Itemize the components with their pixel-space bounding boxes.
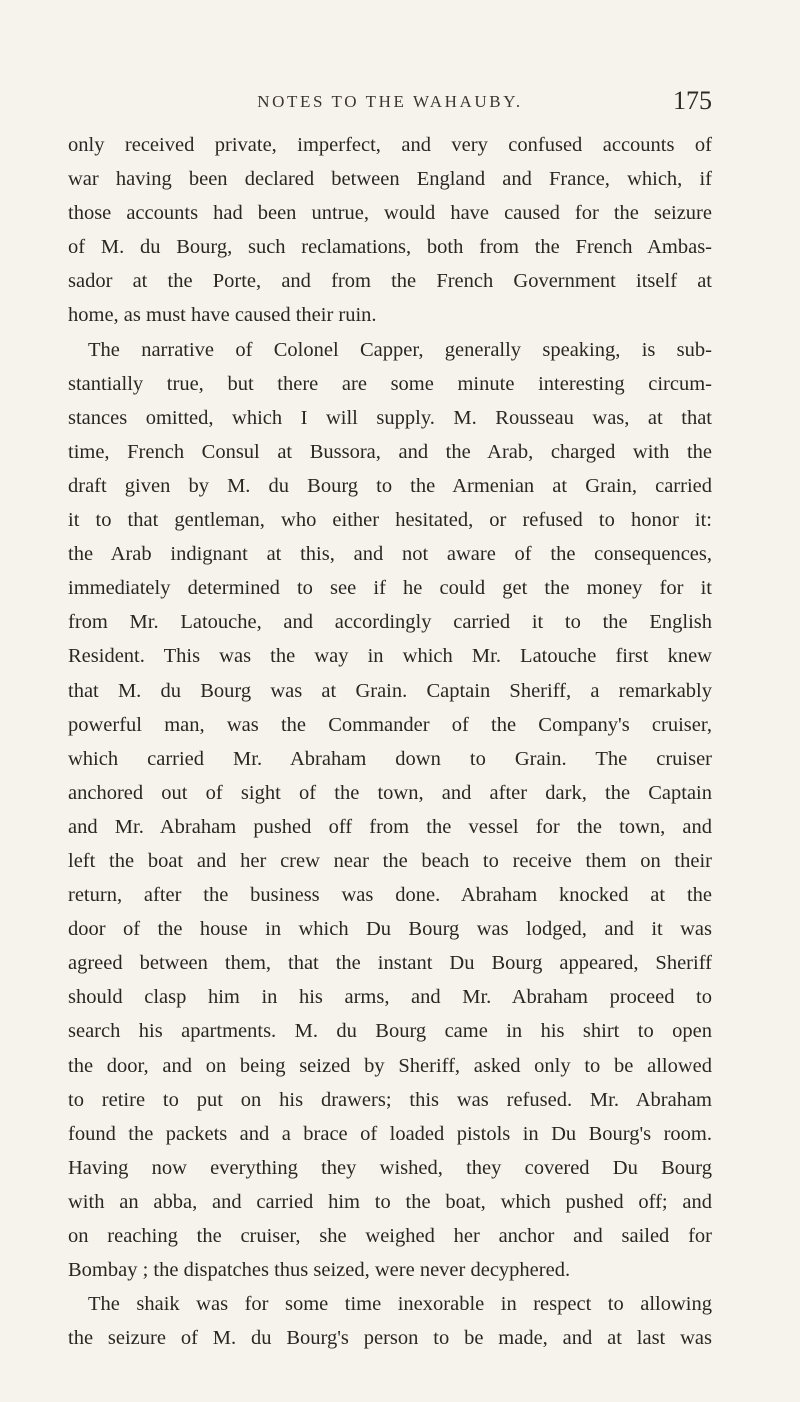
text-line: to retire to put on his drawers; this was refused. Mr. Abraham <box>68 1088 712 1111</box>
text-line: stances omitted, which I will supply. M. Rousseau was, at that <box>68 406 712 429</box>
text-line: draft given by M. du Bourg to the Armenian at Grain, carried <box>68 474 712 497</box>
text-line: from Mr. Latouche, and accordingly carried it to the English <box>68 611 712 634</box>
text-line: return, after the business was done. Abraham knocked at the <box>68 884 712 907</box>
text-line: anchored out of sight of the town, and after dark, the Captain <box>68 781 712 804</box>
text-line: which carried Mr. Abraham down to Grain. The cruiser <box>68 747 712 770</box>
text-line: immediately determined to see if he could get the money for it <box>68 577 712 600</box>
text-line: agreed between them, that the instant Du Bourg appeared, Sheriff <box>68 952 712 975</box>
text-line: left the boat and her crew near the beach to receive them on their <box>68 849 712 872</box>
text-line: should clasp him in his arms, and Mr. Abraham proceed to <box>68 986 712 1009</box>
text-line: sador at the Porte, and from the French Government itself at <box>68 270 712 293</box>
text-line: time, French Consul at Bussora, and the Arab, charged with the <box>68 440 712 463</box>
running-title: NOTES TO THE WAHAUBY. <box>257 92 523 111</box>
text-line: only received private, imperfect, and very confused accounts of <box>68 134 712 156</box>
text-line: the Arab indignant at this, and not aware of the consequences, <box>68 543 712 566</box>
page-number: 175 <box>673 86 712 115</box>
text-line: stantially true, but there are some minute interesting circum- <box>68 372 712 395</box>
body-text <box>68 128 712 1355</box>
text-line: door of the house in which Du Bourg was lodged, and it was <box>68 918 712 941</box>
text-line: The shaik was for some time inexorable in respect to allowing <box>88 1293 712 1316</box>
text-line: Bombay ; the dispatches thus seized, were never decyphered. <box>68 1259 571 1282</box>
text-line: Having now everything they wished, they covered Du Bourg <box>68 1156 712 1179</box>
text-line: with an abba, and carried him to the boat, which pushed off; and <box>68 1190 712 1213</box>
text-line: home, as must have caused their ruin. <box>68 304 377 327</box>
text-line: and Mr. Abraham pushed off from the vessel for the town, and <box>68 815 712 838</box>
text-line: war having been declared between England and France, which, if <box>68 168 712 191</box>
text-line: The narrative of Colonel Capper, generally speaking, is sub- <box>88 338 712 361</box>
text-line: those accounts had been untrue, would have caused for the seizure <box>68 202 712 225</box>
running-header <box>68 86 712 126</box>
text-line: on reaching the cruiser, she weighed her anchor and sailed for <box>68 1225 712 1247</box>
text-line: Resident. This was the way in which Mr. Latouche first knew <box>68 645 712 668</box>
text-line: the door, and on being seized by Sheriff, asked only to be allowed <box>68 1054 712 1077</box>
text-line: found the packets and a brace of loaded pistols in Du Bourg's room. <box>68 1122 712 1145</box>
text-line: it to that gentleman, who either hesitated, or refused to honor it: <box>68 509 712 532</box>
text-line: search his apartments. M. du Bourg came in his shirt to open <box>68 1020 712 1043</box>
text-line: that M. du Bourg was at Grain. Captain Sheriff, a remarkably <box>68 679 712 702</box>
text-line: powerful man, was the Commander of the Company's cruiser, <box>68 713 712 736</box>
text-line: the seizure of M. du Bourg's person to be made, and at last was <box>68 1327 712 1350</box>
text-line: of M. du Bourg, such reclamations, both from the French Ambas- <box>68 236 712 259</box>
